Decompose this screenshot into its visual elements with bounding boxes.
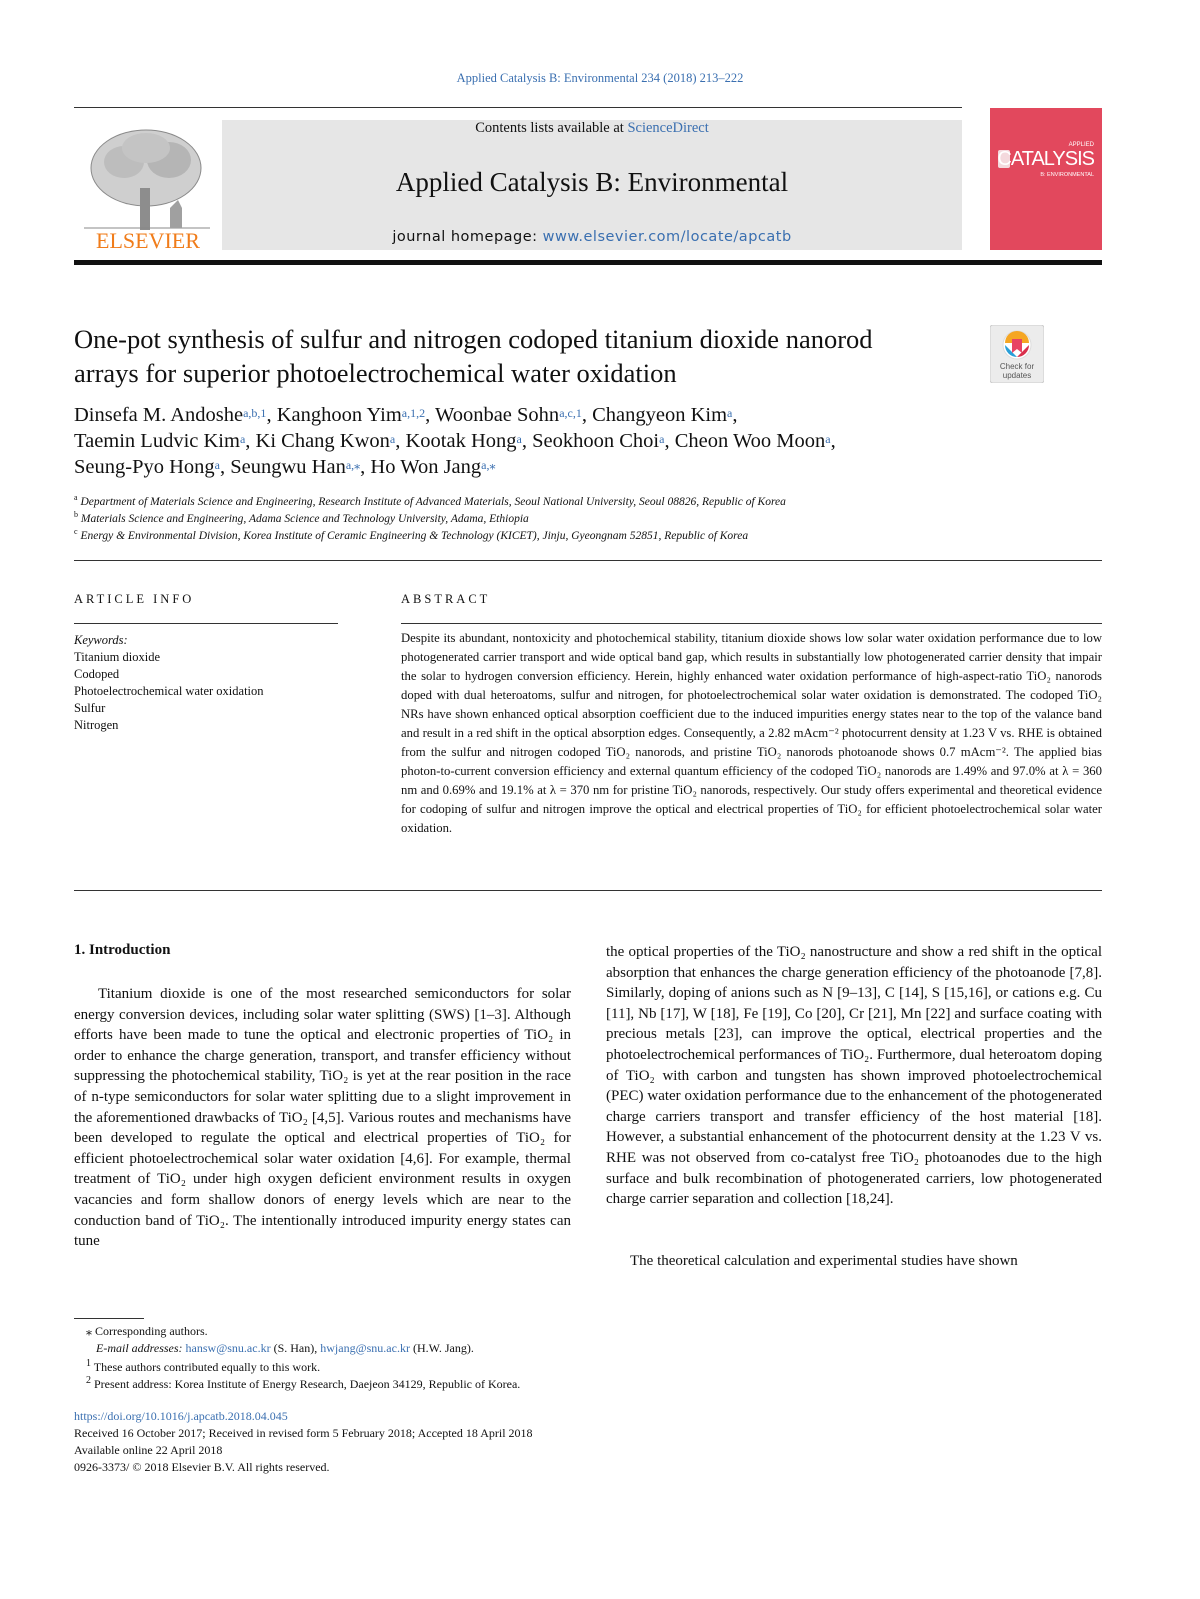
author-name: Ki Chang Kwon bbox=[255, 430, 390, 452]
journal-citation[interactable]: Applied Catalysis B: Environmental 234 (2018) 213–222 bbox=[456, 71, 744, 85]
abstract-rule bbox=[401, 623, 1102, 624]
author-name: Cheon Woo Moon bbox=[674, 430, 826, 452]
author-affil-mark[interactable]: a bbox=[214, 458, 220, 472]
affiliation-a: $^a$ Department of Materials Science and Engineering, Research Institute of Advanced Materials, Seoul National University, Seoul 08826, Republic of Korea bbox=[74, 493, 786, 508]
author-name: Taemin Ludvic Kim bbox=[74, 430, 240, 452]
article-info-heading: ARTICLE INFO bbox=[74, 592, 195, 606]
elsevier-logo bbox=[74, 120, 222, 252]
homepage-prefix: journal homepage: bbox=[392, 229, 543, 245]
affiliation-b: $^b$ Materials Science and Engineering, Adama Science and Technology University, Adama, Ethiopia bbox=[74, 510, 529, 525]
author-affil-mark[interactable]: a bbox=[727, 406, 733, 420]
abstract-text: Despite its abundant, nontoxicity and photochemical stability, titanium dioxide shows low solar water oxidation performance due to low photogenerated carrier transport and wide optical band gap, which results in substantially low photogenerated carrier density that impair the solar to hydrogen conversion efficiency. Herein, highly enhanced water oxidation performance of high-aspect-ratio TiO₂ nanorods doped with dual heteroatoms, sulfur and nitrogen, for photoelectrochemical solar water oxidation is demonstrated. The codoped TiO₂ NRs have shown enhanced optical absorption coefficient due to the induced impurities energy states near to the top of the valance band and result in a red shift in the optical absorption edges. Consequently, a 2.82 mAcm⁻² photocurrent density at 1.23 V vs. RHE is obtained from the sulfur and nitrogen codoped TiO₂ nanorods, and pristine TiO₂ nanorods photoanode shows 0.7 mAcm⁻². The applied bias photon-to-current conversion efficiency and external quantum efficiency of the codoped TiO₂ nanorods are 1.49% and 97.0% at λ = 360 nm and 0.69% and 19.1% at λ = 370 nm for pristine TiO₂ nanorods, respectively. Our study offers experimental and theoretical evidence for codoping of sulfur and nitrogen improve the optical and electrical properties of TiO₂ for efficient photoelectrochemical solar water oxidation. bbox=[401, 631, 1102, 835]
header-thick-rule bbox=[74, 260, 1102, 265]
author-name: Kanghoon Yim bbox=[276, 404, 402, 426]
author-name: Woonbae Sohn bbox=[435, 404, 560, 426]
doi-link[interactable]: https://doi.org/10.1016/j.apcatb.2018.04.045 bbox=[74, 1409, 288, 1423]
journal-homepage-line bbox=[222, 229, 962, 245]
svg-text:updates: updates bbox=[1002, 371, 1032, 380]
author-affil-mark[interactable]: a bbox=[659, 432, 665, 446]
body-column-1-paragraph: Titanium dioxide is one of the most researched semiconductors for solar energy conversion devices, including solar water splitting (SWS) [1–3]. Although efforts have been made to tune the optical and electronic properties of TiO₂ in order to enhance the charge generation, transport, and transfer efficiency without suppressing the photochemical stability, TiO₂ is yet at the rear position in the race of n-type semiconductors for solar water splitting due to a slight improvement in the aforementioned drawbacks of TiO₂ [4,5]. Various routes and mechanisms have been developed to regulate the optical and electrical properties of TiO₂ for efficient photoelectrochemical solar water oxidation [4,6]. For example, thermal treatment of TiO₂ under high oxygen deficient environment results in oxygen vacancies and form shallow donors of energy levels which are near to the conduction band of TiO₂. The intentionally introduced impurity energy states can tune bbox=[74, 986, 571, 1250]
copyright-line: 0926-3373/ © 2018 Elsevier B.V. All rights reserved. bbox=[74, 1460, 330, 1474]
section-rule bbox=[74, 560, 1102, 561]
footnote-emails: E-mail addresses: hansw@snu.ac.kr (S. Han), hwjang@snu.ac.kr (H.W. Jang). bbox=[96, 1341, 474, 1355]
sciencedirect-link[interactable]: ScienceDirect bbox=[627, 120, 709, 136]
abstract-bottom-rule bbox=[74, 890, 1102, 891]
author-name: Ho Won Jang bbox=[370, 456, 482, 478]
author-name: Seokhoon Choi bbox=[532, 430, 660, 452]
author-line-3: Seung-Pyo Hong$^a$, Seungwu Han$^{a,⁎}$, Ho Won Jang$^{a,⁎}$ bbox=[74, 456, 496, 478]
keyword-item: Nitrogen bbox=[74, 718, 119, 732]
author-affil-mark[interactable]: a,⁎ bbox=[481, 458, 496, 472]
cover-catalysis-text: CATALYSIS bbox=[997, 148, 1094, 170]
author-name: Seung-Pyo Hong bbox=[74, 456, 215, 478]
author-affil-mark[interactable]: a bbox=[516, 432, 522, 446]
contents-available-line bbox=[222, 120, 962, 137]
homepage-link[interactable]: www.elsevier.com/locate/apcatb bbox=[542, 229, 792, 245]
elsevier-wordmark: ELSEVIER bbox=[96, 228, 200, 252]
footnote-rule bbox=[74, 1318, 144, 1319]
author-line-2: Taemin Ludvic Kim$^a$, Ki Chang Kwon$^a$, Kootak Hong$^a$, Seokhoon Choi$^a$, Cheon Woo Moon$^a$, bbox=[74, 430, 836, 452]
footnote-2: $^2$ Present address: Korea Institute of Energy Research, Daejeon 34129, Republic of Korea. bbox=[86, 1375, 521, 1391]
author-line-1: Dinsefa M. Andoshe$^{a,b,1}$, Kanghoon Yim$^{a,1,2}$, Woonbae Sohn$^{a,c,1}$, Changyeon Kim$^a$, bbox=[74, 404, 738, 426]
keywords-label: Keywords: bbox=[74, 633, 128, 647]
svg-text:Check for: Check for bbox=[999, 362, 1035, 371]
footnote-1: $^1$ These authors contributed equally to this work. bbox=[86, 1358, 321, 1374]
keyword-item: Photoelectrochemical water oxidation bbox=[74, 684, 264, 698]
title-line-2: arrays for superior photoelectrochemical water oxidation bbox=[74, 358, 677, 388]
body-column-2-paragraph: the optical properties of the TiO₂ nanostructure and show a red shift in the optical absorption that enhances the charge generation efficiency of the photoanode [7,8]. Similarly, doping of anions such as N [9–13], C [14], S [15,16], or cations e.g. Cu [11], Nb [17], W [18], Fe [19], Co [20], Cr [21], Mn [22] and surface coating with precious metals [23], can improve the optical, electrical properties and the photoelectrochemical performances of TiO₂. Furthermore, dual heteroatom doping of TiO₂ with carbon and tungsten has shown improved photoelectrochemical (PEC) water oxidation performance due to the enhancement of the photogenerated charge carriers transport and transfer efficiency of the host material [18]. However, a substantial enhancement of the photocurrent density at the 1.23 V vs. RHE was not observed from co-catalyst free TiO₂ photoanodes due to the high surface and bulk recombination of photogenerated carriers, low photogenerated charge carrier separation and collection [18,24]. bbox=[606, 944, 1102, 1208]
author-affil-mark[interactable]: a,c,1 bbox=[559, 406, 582, 420]
author-name: Changyeon Kim bbox=[592, 404, 728, 426]
abstract-heading: ABSTRACT bbox=[401, 592, 491, 606]
body-column-2-paragraph-2: The theoretical calculation and experimental studies have shown bbox=[630, 1253, 1018, 1269]
author-affil-mark[interactable]: a bbox=[389, 432, 396, 446]
author-name: Seungwu Han bbox=[230, 456, 346, 478]
author-name: Kootak Hong bbox=[405, 430, 517, 452]
header-rule bbox=[74, 107, 962, 108]
contents-prefix: Contents lists available at bbox=[475, 120, 628, 136]
author-list bbox=[74, 402, 1102, 480]
affiliation-c: $^c$ Energy & Environmental Division, Korea Institute of Ceramic Engineering & Technology (KICET), Jinju, Gyeongnam 52851, Republic of Korea bbox=[74, 527, 749, 542]
cover-environmental-text: B: ENVIRONMENTAL bbox=[1040, 172, 1094, 178]
email-label: E-mail addresses: bbox=[96, 1341, 186, 1355]
keyword-item: Codoped bbox=[74, 667, 120, 681]
keyword-item: Titanium dioxide bbox=[74, 650, 161, 664]
available-online: Available online 22 April 2018 bbox=[74, 1443, 223, 1457]
author-affil-mark[interactable]: a,1,2 bbox=[401, 406, 426, 420]
elsevier-tree-icon bbox=[74, 120, 222, 252]
author-affil-mark[interactable]: a bbox=[239, 432, 246, 446]
journal-cover-thumbnail[interactable] bbox=[990, 108, 1102, 250]
author-affil-mark[interactable]: a,⁎ bbox=[345, 458, 361, 472]
keyword-item: Sulfur bbox=[74, 701, 106, 715]
email-link-han[interactable]: hansw@snu.ac.kr bbox=[185, 1341, 271, 1355]
journal-title: Applied Catalysis B: Environmental bbox=[395, 167, 789, 197]
crossmark-icon bbox=[990, 325, 1044, 383]
author-affil-mark[interactable]: a,b,1 bbox=[243, 406, 267, 420]
author-affil-mark[interactable]: a bbox=[825, 432, 831, 446]
introduction-heading: 1. Introduction bbox=[74, 942, 171, 958]
check-for-updates-badge[interactable] bbox=[990, 325, 1044, 383]
cover-applied-text: APPLIED bbox=[1068, 142, 1094, 148]
author-name: Dinsefa M. Andoshe bbox=[74, 404, 244, 426]
received-dates: Received 16 October 2017; Received in revised form 5 February 2018; Accepted 18 April 2018 bbox=[74, 1426, 533, 1440]
title-line-1: One-pot synthesis of sulfur and nitrogen codoped titanium dioxide nanorod bbox=[74, 324, 873, 354]
article-info-rule bbox=[74, 623, 338, 624]
footnote-corresponding: ⁎ Corresponding authors. bbox=[86, 1324, 208, 1338]
article-title bbox=[74, 322, 974, 390]
email-link-jang[interactable]: hwjang@snu.ac.kr bbox=[320, 1341, 410, 1355]
